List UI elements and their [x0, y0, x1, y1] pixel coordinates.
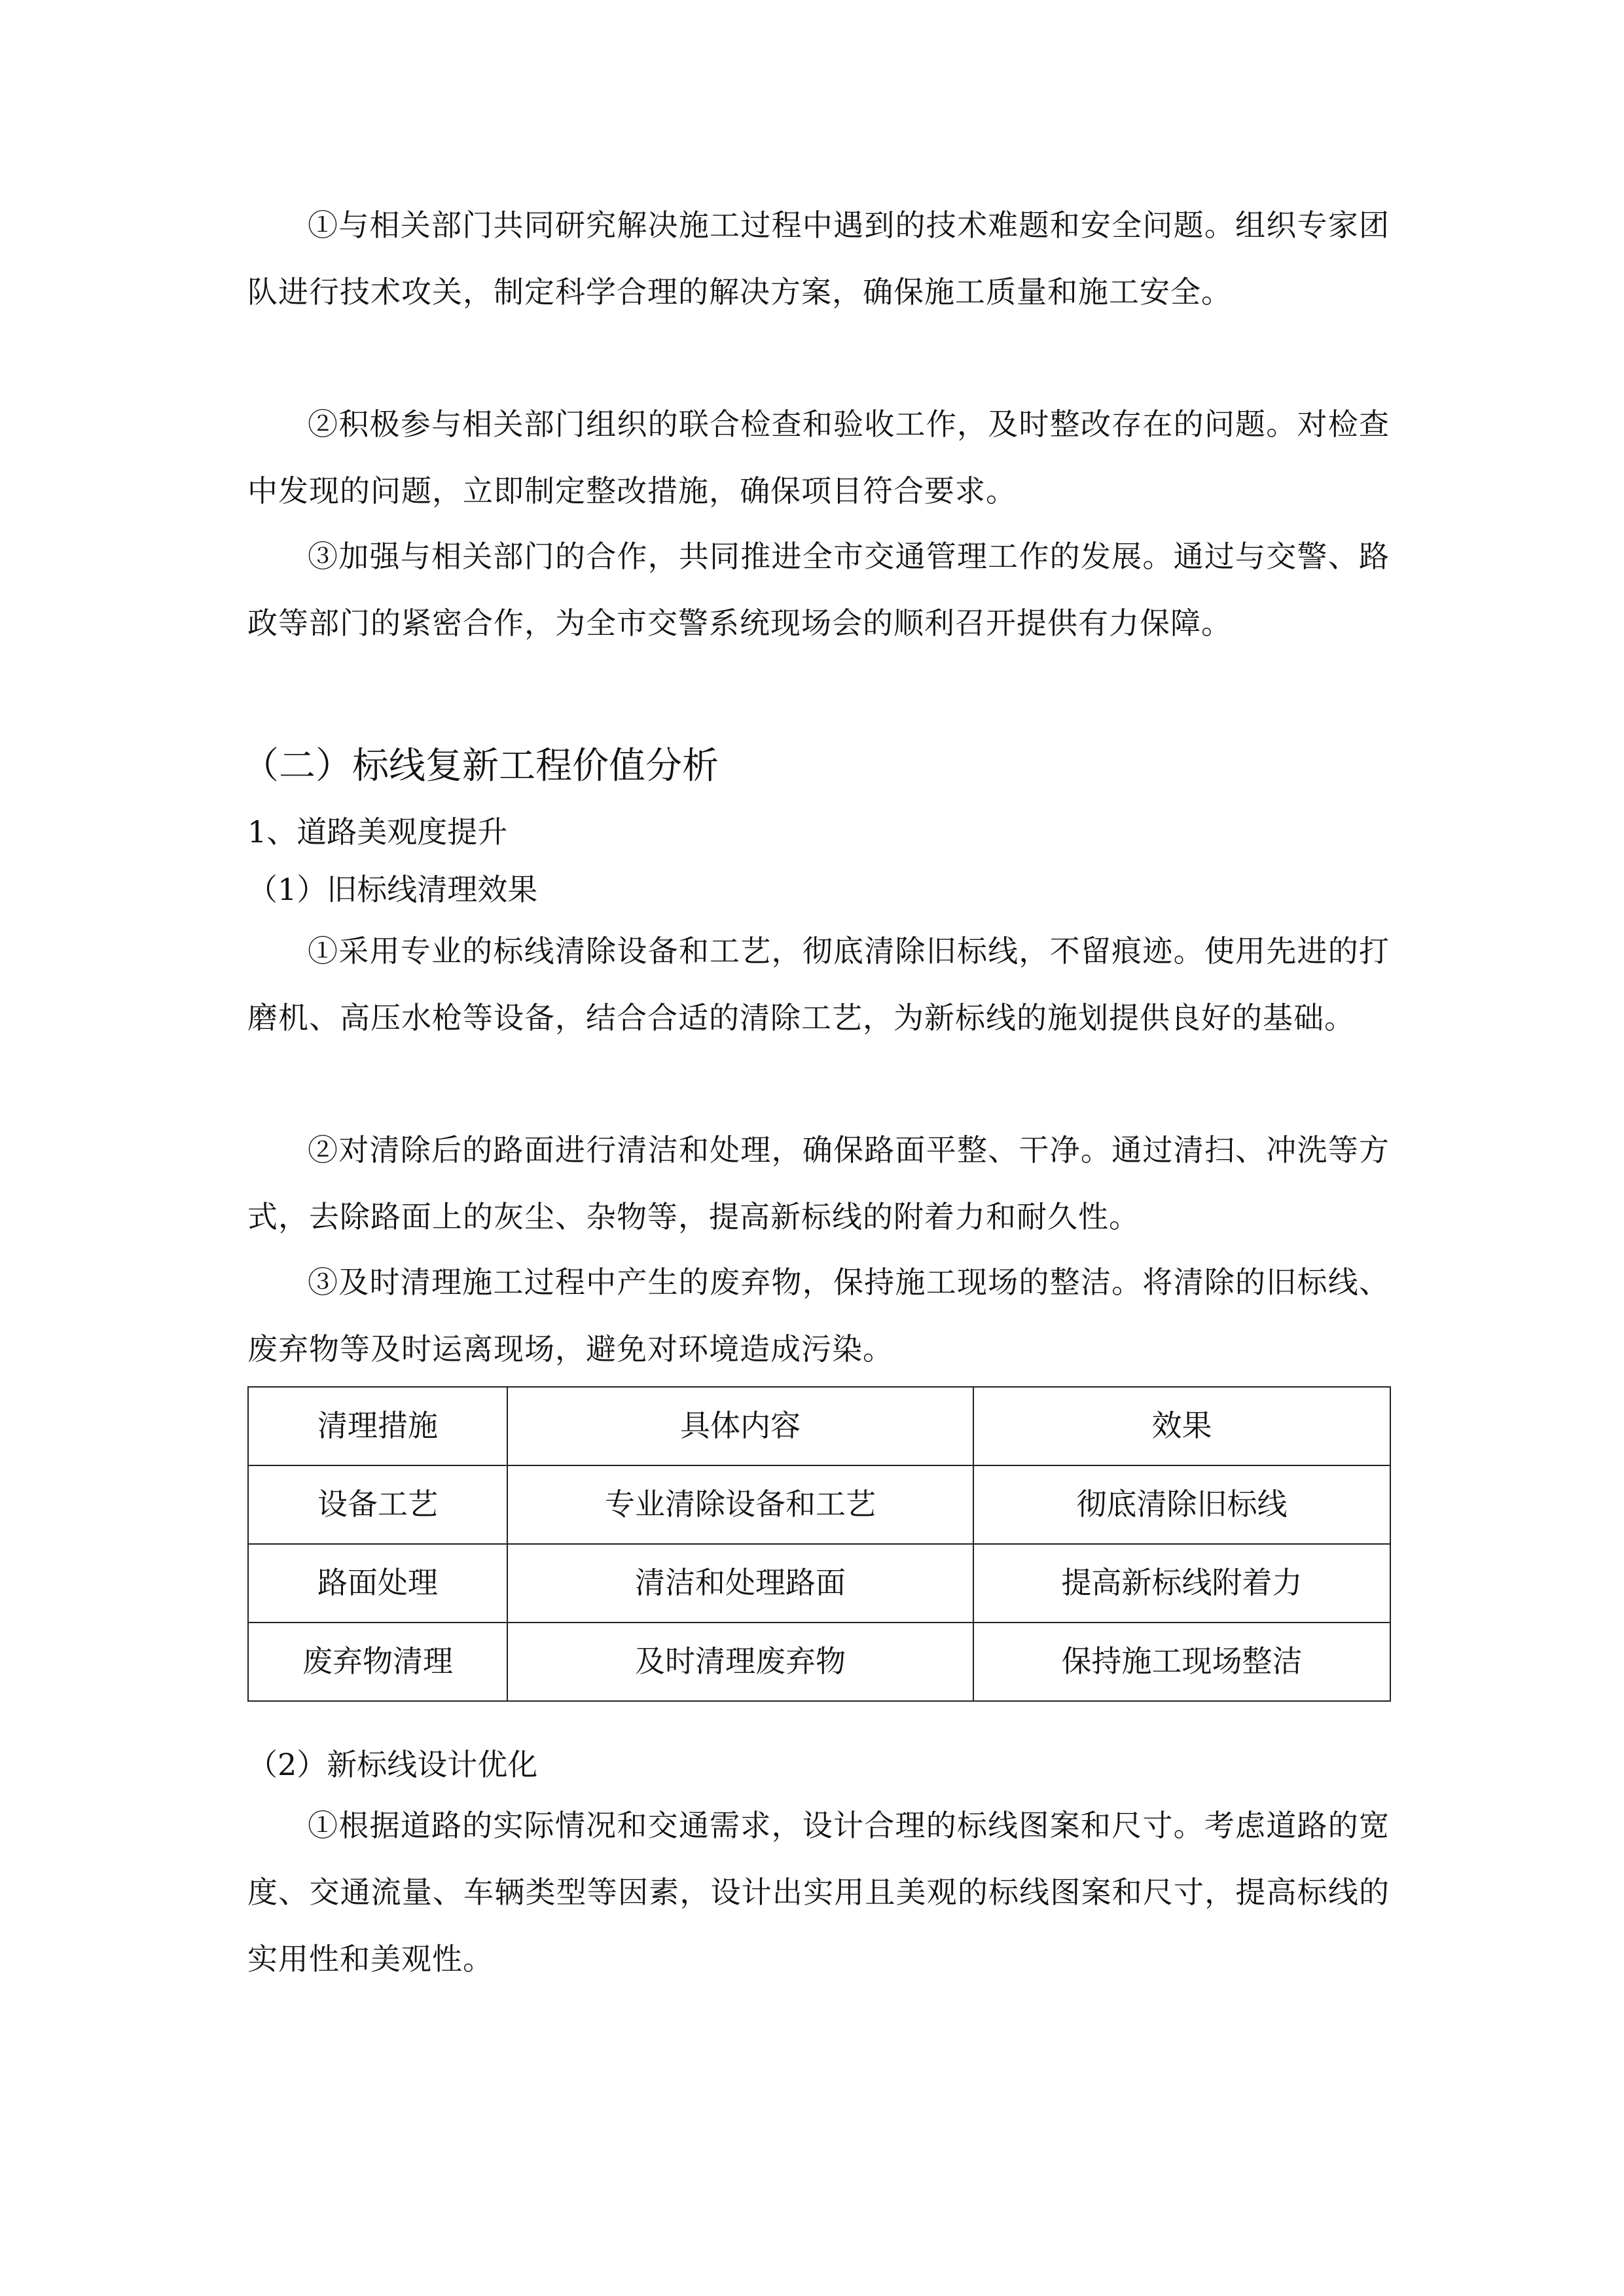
- table-header-cell: 效果: [973, 1387, 1390, 1465]
- subsection-title-new-marking-design: （2）新标线设计优化: [247, 1747, 538, 1782]
- table-cell: 及时清理废弃物: [507, 1623, 973, 1701]
- table-cell: 路面处理: [248, 1544, 507, 1623]
- table-header-cell: 具体内容: [507, 1387, 973, 1465]
- table-row: [248, 1465, 1390, 1544]
- table-row: [248, 1544, 1390, 1623]
- cleanup-paragraph-1: ①采用专业的标线清除设备和工艺，彻底清除旧标线，不留痕迹。使用先进的打磨机、高压水枪等设备，结合合适的清除工艺，为新标线的施划提供良好的基础。: [247, 933, 1390, 1035]
- section-heading: （二）标线复新工程价值分析: [242, 745, 719, 787]
- table-cell: 彻底清除旧标线: [973, 1465, 1390, 1544]
- intro-paragraph-3: ③加强与相关部门的合作，共同推进全市交通管理工作的发展。通过与交警、路政等部门的紧密合作，为全市交警系统现场会的顺利召开提供有力保障。: [247, 539, 1390, 641]
- table-row: [248, 1623, 1390, 1701]
- table-cell: 废弃物清理: [248, 1623, 507, 1701]
- table-cell: 设备工艺: [248, 1465, 507, 1544]
- table-cell: 提高新标线附着力: [973, 1544, 1390, 1623]
- cleanup-paragraph-3: ③及时清理施工过程中产生的废弃物，保持施工现场的整洁。将清除的旧标线、废弃物等及时运离现场，避免对环境造成污染。: [247, 1265, 1390, 1367]
- intro-paragraph-1: ①与相关部门共同研究解决施工过程中遇到的技术难题和安全问题。组织专家团队进行技术攻关，制定科学合理的解决方案，确保施工质量和施工安全。: [247, 207, 1390, 310]
- table-cell: 清洁和处理路面: [507, 1544, 973, 1623]
- design-paragraph-1: ①根据道路的实际情况和交通需求，设计合理的标线图案和尺寸。考虑道路的宽度、交通流量、车辆类型等因素，设计出实用且美观的标线图案和尺寸，提高标线的实用性和美观性。: [247, 1808, 1390, 1977]
- subsection-title-old-marking-cleanup: （1）旧标线清理效果: [247, 872, 538, 907]
- table-cell: 专业清除设备和工艺: [507, 1465, 973, 1544]
- cleanup-paragraph-2: ②对清除后的路面进行清洁和处理，确保路面平整、干净。通过清扫、冲洗等方式，去除路面上的灰尘、杂物等，提高新标线的附着力和耐久性。: [247, 1132, 1390, 1234]
- cleanup-measures-table: [247, 1386, 1391, 1702]
- subheading-road-appearance: 1、道路美观度提升: [247, 814, 508, 850]
- table-header-cell: 清理措施: [248, 1387, 507, 1465]
- table-cell: 保持施工现场整洁: [973, 1623, 1390, 1701]
- table-header-row: [248, 1387, 1390, 1465]
- intro-paragraph-2: ②积极参与相关部门组织的联合检查和验收工作，及时整改存在的问题。对检查中发现的问题，立即制定整改措施，确保项目符合要求。: [247, 406, 1390, 509]
